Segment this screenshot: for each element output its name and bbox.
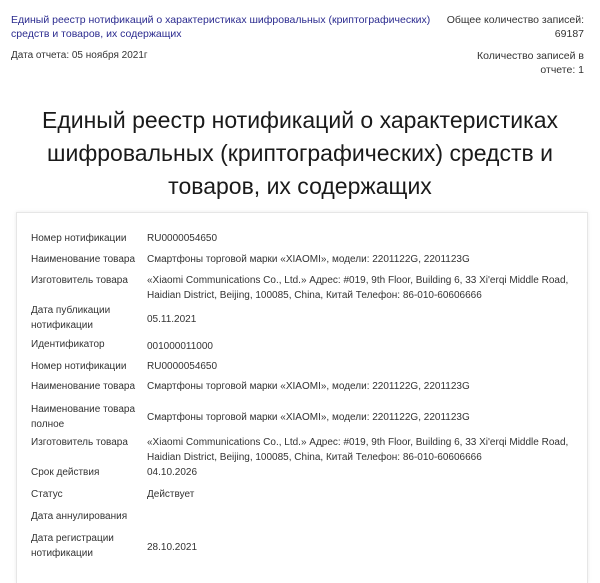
row-value: Смартфоны торговой марки «XIAOMI», модели: 2201122G, 2201123G bbox=[147, 412, 470, 423]
total-records-value: 69187 bbox=[554, 28, 584, 40]
row-label: Дата регистрации нотификации bbox=[31, 533, 114, 559]
row-value: Смартфоны торговой марки «XIAOMI», модели: 2201122G, 2201123G bbox=[147, 254, 470, 265]
report-records-label: Количество записей в отчете: bbox=[477, 50, 584, 76]
row-label: Статус bbox=[31, 489, 63, 500]
notification-record bbox=[16, 212, 588, 583]
row-label: Номер нотификации bbox=[31, 361, 127, 372]
page-title: Единый реестр нотификаций о характеристиках шифровальных (криптографических) средств и товаров, их содержащих bbox=[42, 107, 558, 199]
row-value: RU0000054650 bbox=[147, 361, 218, 372]
row-label: Изготовитель товара bbox=[31, 275, 128, 286]
report-date: Дата отчета: 05 ноября 2021г bbox=[11, 50, 148, 61]
row-value: 04.10.2026 bbox=[147, 467, 198, 478]
record-counts bbox=[444, 13, 584, 85]
row-label: Дата аннулирования bbox=[31, 511, 128, 522]
row-value: Смартфоны торговой марки «XIAOMI», модели: 2201122G, 2201123G bbox=[147, 381, 470, 392]
row-value: «Xiaomi Communications Co., Ltd.» Адрес: #019, 9th Floor, Building 6, 33 Xi'erqi Middle Road, Haidian District, Beijing, 100085, China, Китай Телефон: 86-010-60606666 bbox=[147, 275, 569, 301]
total-records-label: Общее количество записей: bbox=[446, 14, 584, 26]
row-value: «Xiaomi Communications Co., Ltd.» Адрес: #019, 9th Floor, Building 6, 33 Xi'erqi Middle Road, Haidian District, Beijing, 100085, China, Китай Телефон: 86-010-60606666 bbox=[147, 437, 569, 463]
row-label: Изготовитель товара bbox=[31, 437, 128, 448]
row-label: Наименование товара bbox=[31, 254, 136, 265]
row-value: 28.10.2021 bbox=[147, 542, 198, 553]
row-value: 05.11.2021 bbox=[147, 314, 197, 325]
report-records-value: 1 bbox=[578, 64, 584, 76]
row-label: Наименование товара полное bbox=[31, 404, 136, 430]
row-label: Наименование товара bbox=[31, 381, 136, 392]
row-label: Дата публикации нотификации bbox=[31, 305, 111, 331]
registry-header-title: Единый реестр нотификаций о характеристиках шифровальных (криптографических) средств и товаров, их содержащих bbox=[11, 14, 431, 40]
row-value: Действует bbox=[147, 489, 195, 500]
row-label: Срок действия bbox=[31, 467, 100, 478]
row-label: Идентификатор bbox=[31, 339, 105, 350]
row-label: Номер нотификации bbox=[31, 233, 127, 244]
row-value: RU0000054650 bbox=[147, 233, 218, 244]
row-value: 001000011000 bbox=[147, 341, 213, 352]
